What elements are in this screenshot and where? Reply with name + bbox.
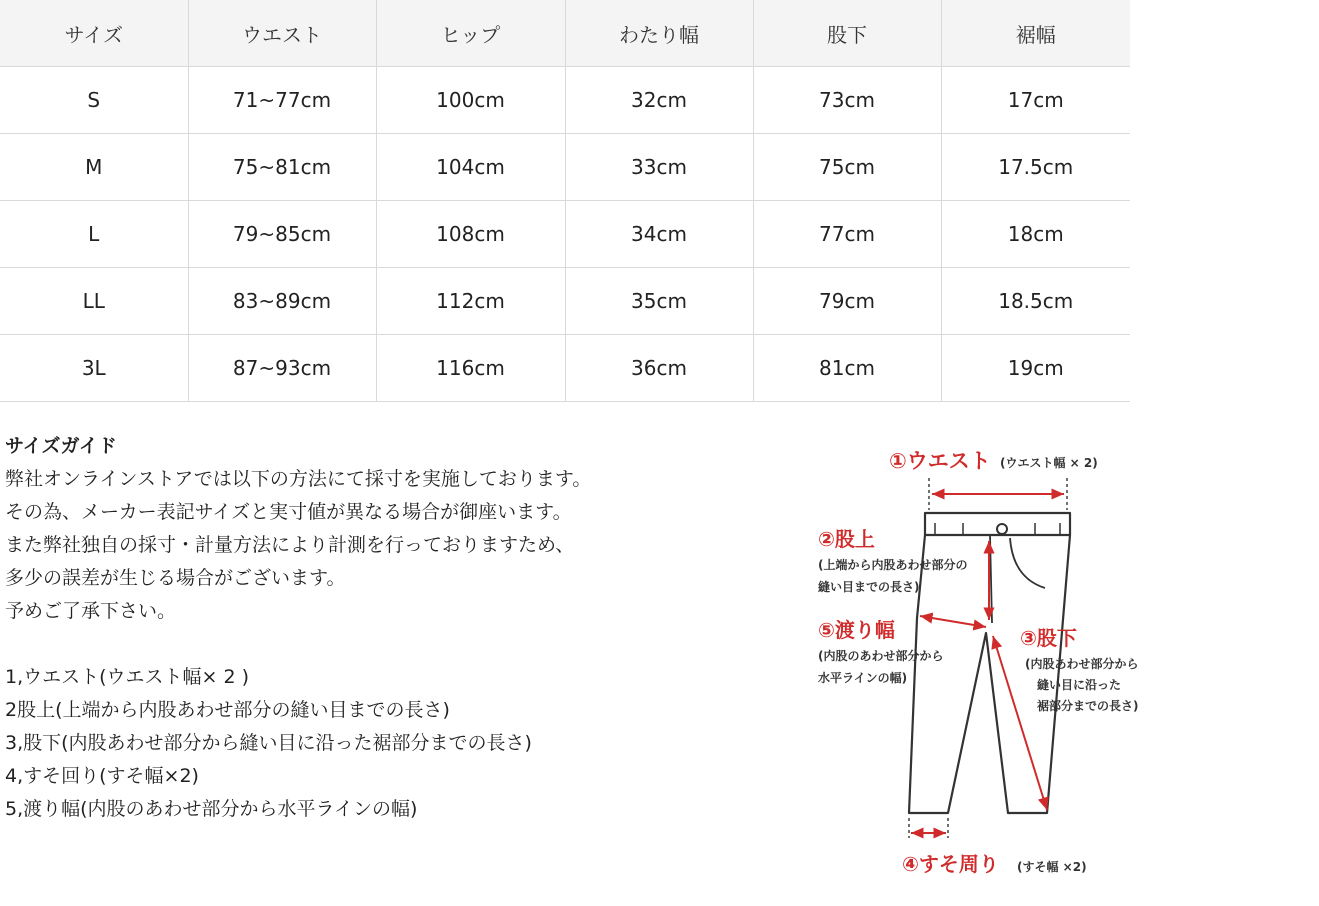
thigh-label: ⑤渡り幅 (818, 618, 895, 642)
inseam-label: ③股下 (1020, 626, 1077, 650)
header-inseam: 股下 (753, 0, 941, 67)
guide-title: サイズガイド (5, 435, 117, 457)
inseam-note-line: 裾部分までの長さ) (1037, 699, 1139, 713)
table-cell: 71~77cm (188, 67, 376, 134)
inseam-note-line: 縫い目に沿った (1037, 678, 1122, 692)
table-cell: L (0, 201, 188, 268)
header-hem: 裾幅 (941, 0, 1130, 67)
table-cell: 19cm (941, 335, 1130, 402)
pants-measurement-diagram (805, 438, 1165, 883)
table-cell: 17cm (941, 67, 1130, 134)
table-cell: 79cm (753, 268, 941, 335)
table-cell: 33cm (565, 134, 753, 201)
waist-note: (ウエスト幅 × 2) (1000, 456, 1098, 470)
table-row (0, 201, 1130, 268)
size-guide (5, 430, 765, 826)
list-item: 5,渡り幅(内股のあわせ部分から水平ラインの幅) (5, 798, 418, 820)
rise-note-line: (上端から内股あわせ部分の (818, 558, 968, 572)
list-item: 2股上(上端から内股あわせ部分の縫い目までの長さ) (5, 699, 450, 721)
table-cell: 79~85cm (188, 201, 376, 268)
table-cell: 108cm (376, 201, 565, 268)
table-row (0, 335, 1130, 402)
table-cell: 112cm (376, 268, 565, 335)
table-cell: 100cm (376, 67, 565, 134)
size-table (0, 0, 1130, 402)
guide-paragraph-line: その為、メーカー表記サイズと実寸値が異なる場合が御座います。 (5, 501, 572, 523)
guide-paragraph-line: また弊社独自の採寸・計量方法により計測を行っておりますため、 (5, 534, 575, 556)
table-cell: 83~89cm (188, 268, 376, 335)
button-icon (997, 524, 1007, 534)
table-cell: 116cm (376, 335, 565, 402)
table-cell: 32cm (565, 67, 753, 134)
guide-paragraph-line: 多少の誤差が生じる場合がございます。 (5, 567, 346, 589)
rise-note-line: 縫い目までの長さ) (818, 580, 920, 594)
waist-label: ①ウエスト (889, 449, 991, 473)
hem-note: (すそ幅 ×2) (1017, 860, 1087, 874)
table-cell: 18cm (941, 201, 1130, 268)
table-cell: S (0, 67, 188, 134)
table-cell: 36cm (565, 335, 753, 402)
thigh-note-line: 水平ラインの幅) (818, 671, 908, 685)
table-cell: 75cm (753, 134, 941, 201)
list-item: 3,股下(内股あわせ部分から縫い目に沿った裾部分までの長さ) (5, 732, 532, 754)
table-cell: 34cm (565, 201, 753, 268)
list-item: 4,すそ回り(すそ幅×2) (5, 765, 199, 787)
table-cell: 18.5cm (941, 268, 1130, 335)
table-cell: 17.5cm (941, 134, 1130, 201)
guide-paragraph-line: 予めご了承下さい。 (5, 600, 177, 622)
table-cell: 104cm (376, 134, 565, 201)
table-row (0, 67, 1130, 134)
table-cell: 75~81cm (188, 134, 376, 201)
table-cell: 3L (0, 335, 188, 402)
header-hip: ヒップ (376, 0, 565, 67)
table-cell: LL (0, 268, 188, 335)
table-header-row (0, 0, 1130, 67)
table-cell: 77cm (753, 201, 941, 268)
table-cell: M (0, 134, 188, 201)
list-item: 1,ウエスト(ウエスト幅× 2 ) (5, 666, 250, 688)
table-row (0, 134, 1130, 201)
table-cell: 73cm (753, 67, 941, 134)
thigh-note-line: (内股のあわせ部分から (818, 649, 944, 663)
inseam-note-line: (内股あわせ部分から (1025, 657, 1139, 671)
table-cell: 35cm (565, 268, 753, 335)
header-waist: ウエスト (188, 0, 376, 67)
table-cell: 87~93cm (188, 335, 376, 402)
table-cell: 81cm (753, 335, 941, 402)
rise-label: ②股上 (818, 527, 875, 551)
guide-paragraph-line: 弊社オンラインストアでは以下の方法にて採寸を実施しております。 (5, 468, 592, 490)
header-size: サイズ (0, 0, 188, 67)
guide-measurement-list (5, 661, 765, 826)
table-row (0, 268, 1130, 335)
header-thigh: わたり幅 (565, 0, 753, 67)
hem-label: ④すそ周り (902, 852, 999, 876)
